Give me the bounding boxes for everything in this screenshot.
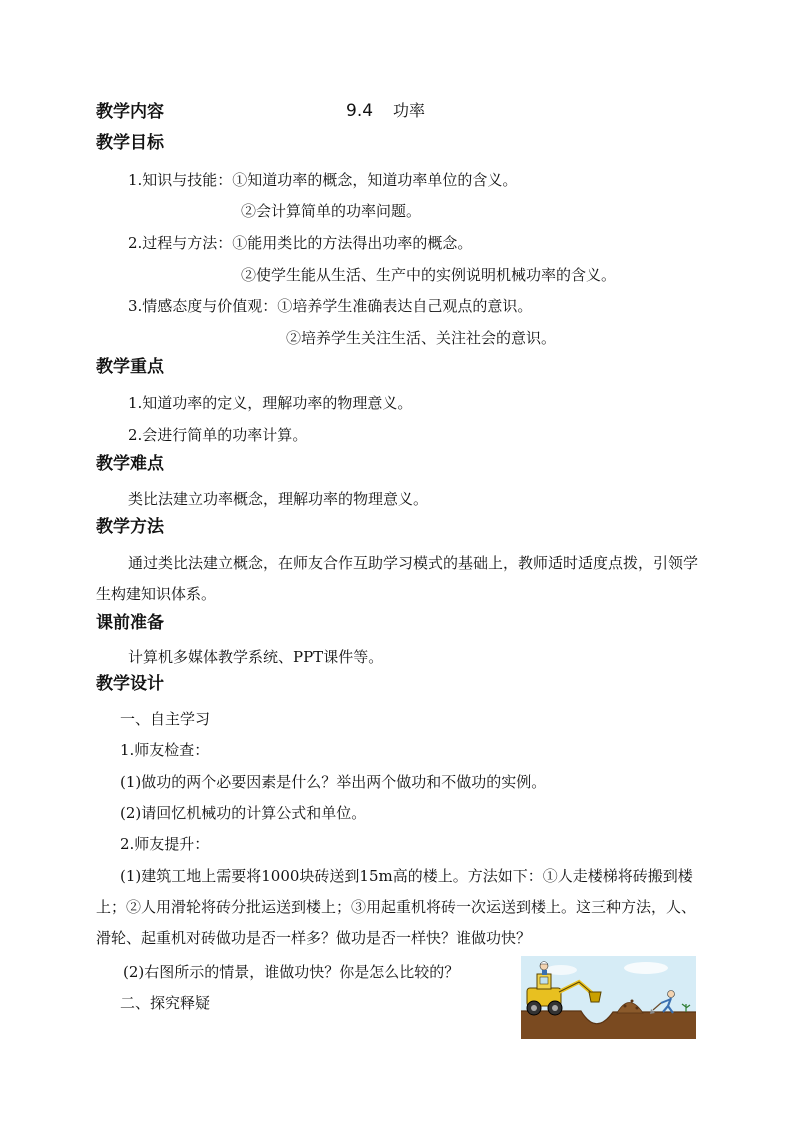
key-point-line-1: 1.知道功率的定义，理解功率的物理意义。 (128, 394, 413, 412)
methods-paragraph: 通过类比法建立概念，在师友合作互助学习模式的基础上，教师适时适度点拨，引领学生构建知识体系。 (96, 554, 699, 603)
section-heading-preparation: 课前准备 (96, 613, 164, 633)
objective-line-2: ②会计算简单的功率问题。 (241, 202, 422, 220)
key-point-line-2: 2.会进行简单的功率计算。 (128, 426, 308, 444)
objective-line-6: ②培养学生关注生活、关注社会的意识。 (286, 329, 557, 347)
design-improve-heading: 2.师友提升： (120, 835, 210, 853)
design-question-3: (2)右图所示的情景，谁做功快？你是怎么比较的？ (123, 963, 460, 981)
cloud (624, 962, 668, 974)
objective-line-3: 2.过程与方法：①能用类比的方法得出功率的概念。 (128, 234, 473, 252)
content-label: 教学内容 (96, 102, 164, 122)
lesson-title: 功率 (393, 101, 426, 120)
design-question-2: (2)请回忆机械功的计算公式和单位。 (120, 804, 367, 822)
objective-line-5: 3.情感态度与价值观：①培养学生准确表达自己观点的意识。 (128, 297, 533, 315)
section-heading-difficulties: 教学难点 (96, 454, 164, 474)
design-paragraph-1: (1)建筑工地上需要将1000块砖送到15m高的楼上。方法如下：①人走楼梯将砖搬到楼上；②人用滑轮将砖分批运送到楼上；③用起重机将砖一次运送到楼上。这三种方法，人、滑轮、起重机对砖做功是否一样多？做功是否一样快？谁做功快？ (96, 867, 697, 947)
preparation-line-1: 计算机多媒体教学系统、PPT课件等。 (128, 648, 384, 666)
design-question-1: (1)做功的两个必要因素是什么？举出两个做功和不做功的实例。 (120, 773, 547, 791)
section-heading-design: 教学设计 (96, 674, 164, 694)
difficulty-line-1: 类比法建立功率概念，理解功率的物理意义。 (128, 490, 429, 508)
lesson-number: 9.4 (346, 101, 374, 121)
design-check-heading: 1.师友检查： (120, 741, 210, 759)
objective-line-1: 1.知识与技能：①知道功率的概念，知道功率单位的含义。 (128, 171, 518, 189)
section-heading-methods: 教学方法 (96, 517, 164, 537)
objective-line-4: ②使学生能从生活、生产中的实例说明机械功率的含义。 (241, 266, 617, 284)
excavator-worker-illustration (521, 956, 696, 1039)
design-part-2: 二、探究释疑 (120, 994, 211, 1012)
section-heading-key-points: 教学重点 (96, 357, 164, 377)
section-heading-objectives: 教学目标 (96, 133, 164, 153)
design-part-1: 一、自主学习 (120, 710, 211, 728)
